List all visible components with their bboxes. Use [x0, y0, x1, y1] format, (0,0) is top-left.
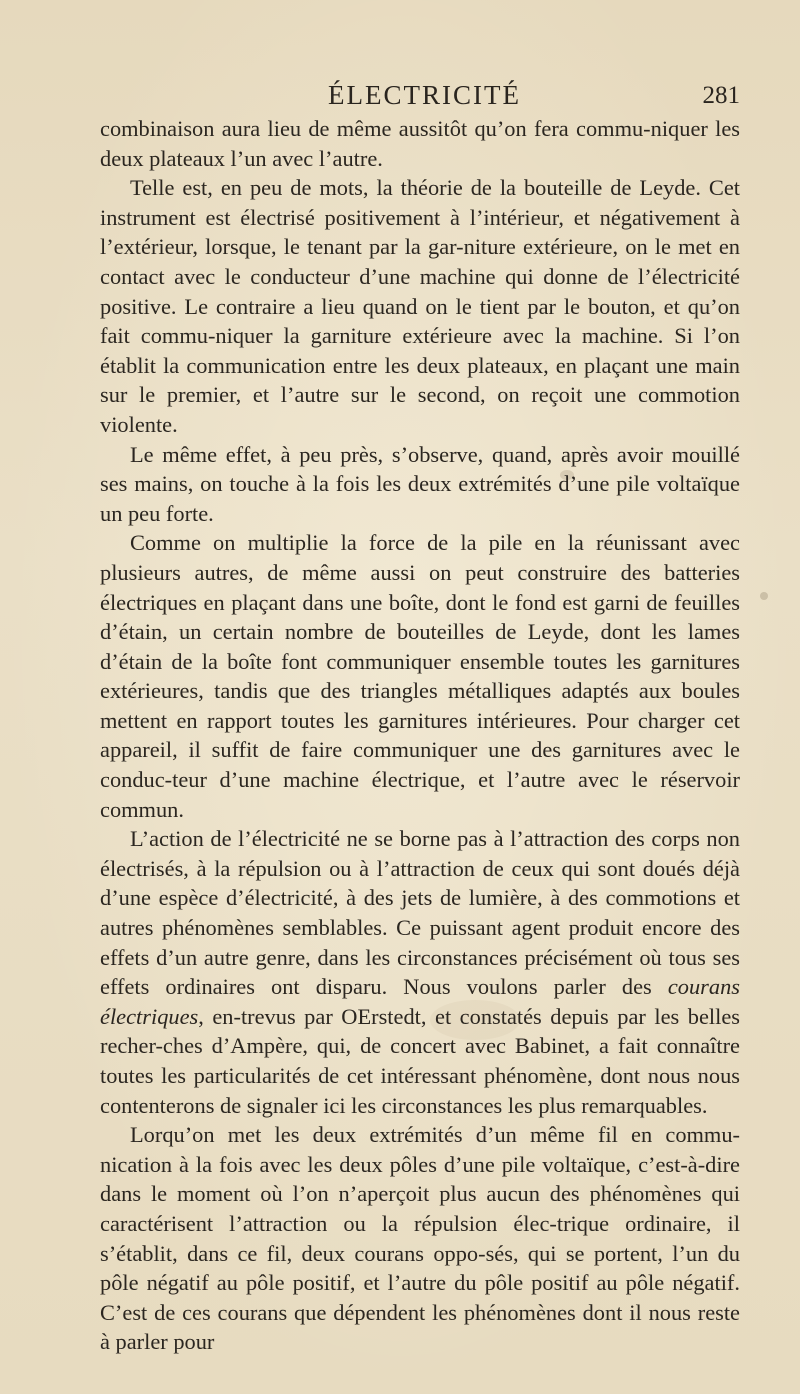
running-title: ÉLECTRICITÉ — [328, 80, 521, 110]
paragraph-2: Telle est, en peu de mots, la théorie de la bouteille de Leyde. Cet instrument est électrisé positivement à l’intérieur, et négativement à l’extérieur, lorsque, le tenant par la gar-niture extérieure, on le met en contact avec le conducteur d’une machine qui donne de l’électricité positive. Le contraire a lieu quand on le tient par le bouton, et qu’on fait commu-niquer la garniture extérieure avec la machine. Si l’on établit la communication entre les deux plateaux, en plaçant une main sur le premier, et l’autre sur le second, on reçoit une commotion violente. — [100, 175, 740, 437]
body-text — [100, 114, 740, 1355]
paragraph-3: Le même effet, à peu près, s’observe, quand, après avoir mouillé ses mains, on touche à la fois les deux extrémités d’une pile voltaïque un peu forte. — [100, 441, 740, 526]
paragraph-5-text-b: , en-trevus par OErstedt, et constatés depuis par les belles recher-ches d’Ampère, qui, de concert avec Babinet, a fait connaître toutes les particularités de cet intéressant phénomène, dont nous nous contenterons de signaler ici les circonstances les plus remarquables. — [100, 1003, 740, 1118]
paragraph-6: Lorqu’on met les deux extrémités d’un même fil en commu-nication à la fois avec les deux pôles d’une pile voltaïque, c’est-à-dire dans le moment où l’on n’aperçoit plus aucun des phénomènes qui caractérisent l’attraction ou la répulsion élec-trique ordinaire, il s’établit, dans ce fil, deux courans oppo-sés, qui se portent, l’un du pôle négatif au pôle positif, et l’autre du pôle positif au pôle négatif. C’est de ces courans que dépendent les phénomènes dont il nous reste à parler pour — [100, 1122, 740, 1355]
paragraph-5-italic-term: courans électriques — [100, 974, 740, 1029]
paragraph-5-text-a: L’action de l’électricité ne se borne pas à l’attraction des corps non électrisés, à la répulsion ou à l’attraction de ceux qui sont doués déjà d’une espèce d’électricité, à des jets de lumière, à des commotions et autres phénomènes semblables. Ce puissant agent produit encore des effets d’un autre genre, dans les circonstances précisément où tous ses effets ordinaires ont disparu. Nous voulons parler des — [100, 826, 740, 1000]
paragraph-1: combinaison aura lieu de même aussitôt qu’on fera commu-niquer les deux plateaux l’un avec l’autre. — [100, 116, 740, 171]
running-head — [100, 80, 740, 114]
page-number: 281 — [702, 82, 740, 109]
paragraph-4: Comme on multiplie la force de la pile en la réunissant avec plusieurs autres, de même aussi on peut construire des batteries électriques en plaçant dans une boîte, dont le fond est garni de feuilles d’étain, un certain nombre de bouteilles de Leyde, dont les lames d’étain de la boîte font communiquer ensemble toutes les garnitures extérieures, tandis que des triangles métalliques adaptés aux boules mettent en rapport toutes les garnitures intérieures. Pour charger cet appareil, il suffit de faire communiquer une des garnitures avec le conduc-teur d’une machine électrique, et l’autre avec le réservoir commun. — [100, 530, 740, 822]
paper-stain — [760, 592, 768, 600]
paragraph-5 — [100, 824, 740, 1120]
